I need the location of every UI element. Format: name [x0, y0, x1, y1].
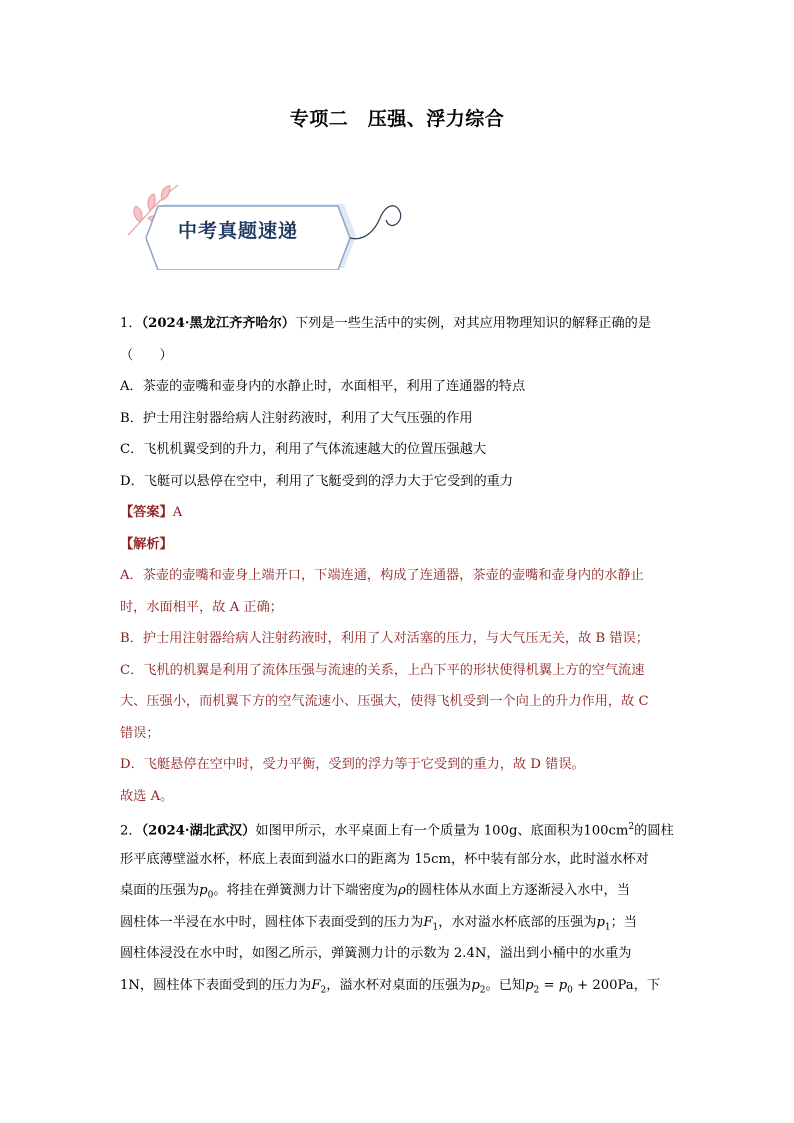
subscript: 2 [320, 985, 327, 996]
banner-label: 中考真题速递 [178, 220, 299, 242]
q2-text: 桌面的压强为 [120, 883, 200, 898]
answer-tag: 【答案】 [120, 505, 173, 520]
q1-option-a: A．茶壶的壶嘴和壶身内的水静止时，水面相平，利用了连通器的特点 [120, 379, 526, 394]
analysis-line: B．护士用注射器给病人注射药液时，利用了人对活塞的压力，与大气压无关，故 B 错误； [120, 631, 649, 646]
equation: = p [539, 977, 568, 993]
subscript: 1 [432, 922, 439, 933]
q2-line-3 [120, 875, 676, 907]
q2-line-6 [120, 970, 676, 1002]
analysis-line: C．飞机的机翼是利用了流体压强与流速的关系，上凸下平的形状使得机翼上方的空气流速 [120, 662, 645, 678]
symbol-p: p [199, 883, 208, 898]
symbol-f: F [423, 914, 433, 930]
page-title: 专项二 压强、浮力综合 [289, 108, 505, 130]
q2-text: 。已知 [485, 977, 526, 993]
q2-text: 的圆柱 [634, 823, 674, 839]
q2-number: 2． [120, 823, 142, 839]
q1-number: 1． [120, 316, 142, 331]
analysis-line: D．飞艇悬停在空中时，受力平衡，受到的浮力等于它受到的重力，故 D 错误。 [120, 757, 585, 772]
subscript: 1 [604, 922, 611, 933]
q2-text: 1N，圆柱体下表面受到的压力为 [120, 977, 312, 993]
symbol-f: F [311, 977, 321, 993]
analysis-line: 错误； [120, 725, 160, 741]
equation-tail: + 200Pa [572, 977, 634, 993]
q2-area-value: 100cm [583, 823, 629, 839]
analysis-line: 时，水面相平，故 A 正确； [120, 599, 283, 615]
q1-stem: 下列是一些生活中的实例，对其应用物理知识的解释正确的是 [294, 316, 652, 331]
subscript: 0 [567, 985, 573, 996]
analysis-line: A．茶壶的壶嘴和壶身上端开口，下端连通，构成了连通器，茶壶的壶嘴和壶身内的水静止 [120, 568, 644, 583]
symbol-p: p [525, 977, 534, 993]
q1-option-b: B．护士用注射器给病人注射药液时，利用了大气压强的作用 [120, 410, 473, 426]
q1-source: （2024·黑龙江齐齐哈尔） [141, 316, 295, 331]
q1-bracket: （ ） [120, 347, 173, 363]
analysis-tag: 【解析】 [120, 536, 173, 552]
analysis-line: 大、压强小，而机翼下方的空气流速小、压强大，使得飞机受到一个向上的升力作用，故 C [120, 694, 649, 709]
symbol-rho: ρ [397, 883, 406, 898]
analysis-conclusion: 故选 A。 [120, 788, 174, 804]
q2-source: （2024·湖北武汉） [141, 823, 256, 839]
q2-superscript: 2 [628, 822, 635, 832]
q2-text: 圆柱体一半浸在水中时，圆柱体下表面受到的压力为 [120, 914, 424, 930]
content [120, 308, 676, 1001]
q1-answer [120, 497, 676, 529]
q2-line-2: 形平底薄壁溢水杯，杯底上表面到溢水口的距离为 15cm，杯中装有部分水，此时溢水杯对 [120, 851, 649, 867]
squiggle-decoration [350, 206, 401, 239]
q2-text: ，水对溢水杯底部的压强为 [438, 914, 597, 930]
q2-text: 如图甲所示，水平桌面上有一个质量为 100g、底面积为 [255, 823, 584, 839]
q1-option-c: C．飞机机翼受到的升力，利用了气体流速越大的位置压强越大 [120, 442, 487, 457]
q2-line-4 [120, 907, 676, 939]
q2-line-5: 圆柱体浸没在水中时，如图乙所示，弹簧测力计的示数为 2.4N，溢出到小桶中的水重为 [120, 946, 632, 961]
q1-option-d: D．飞艇可以悬停在空中，利用了飞艇受到的浮力大于它受到的重力 [120, 473, 514, 489]
q2-text: ，下 [633, 977, 661, 993]
q2-text: 的圆柱体从水面上方逐渐浸入水中，当 [405, 883, 630, 898]
subscript: 0 [207, 890, 214, 901]
subscript: 2 [533, 985, 540, 996]
q2-text: 。将挂在弹簧测力计下端密度为 [213, 883, 398, 898]
subscript: 2 [479, 985, 486, 996]
q2-line-1 [120, 812, 676, 844]
q1-stem-line [120, 308, 676, 340]
symbol-p: p [471, 977, 480, 993]
q2-text: ，溢水杯对桌面的压强为 [326, 977, 472, 993]
answer-value: A [172, 505, 183, 520]
q2-text: ；当 [610, 914, 638, 930]
symbol-p: p [596, 914, 605, 930]
